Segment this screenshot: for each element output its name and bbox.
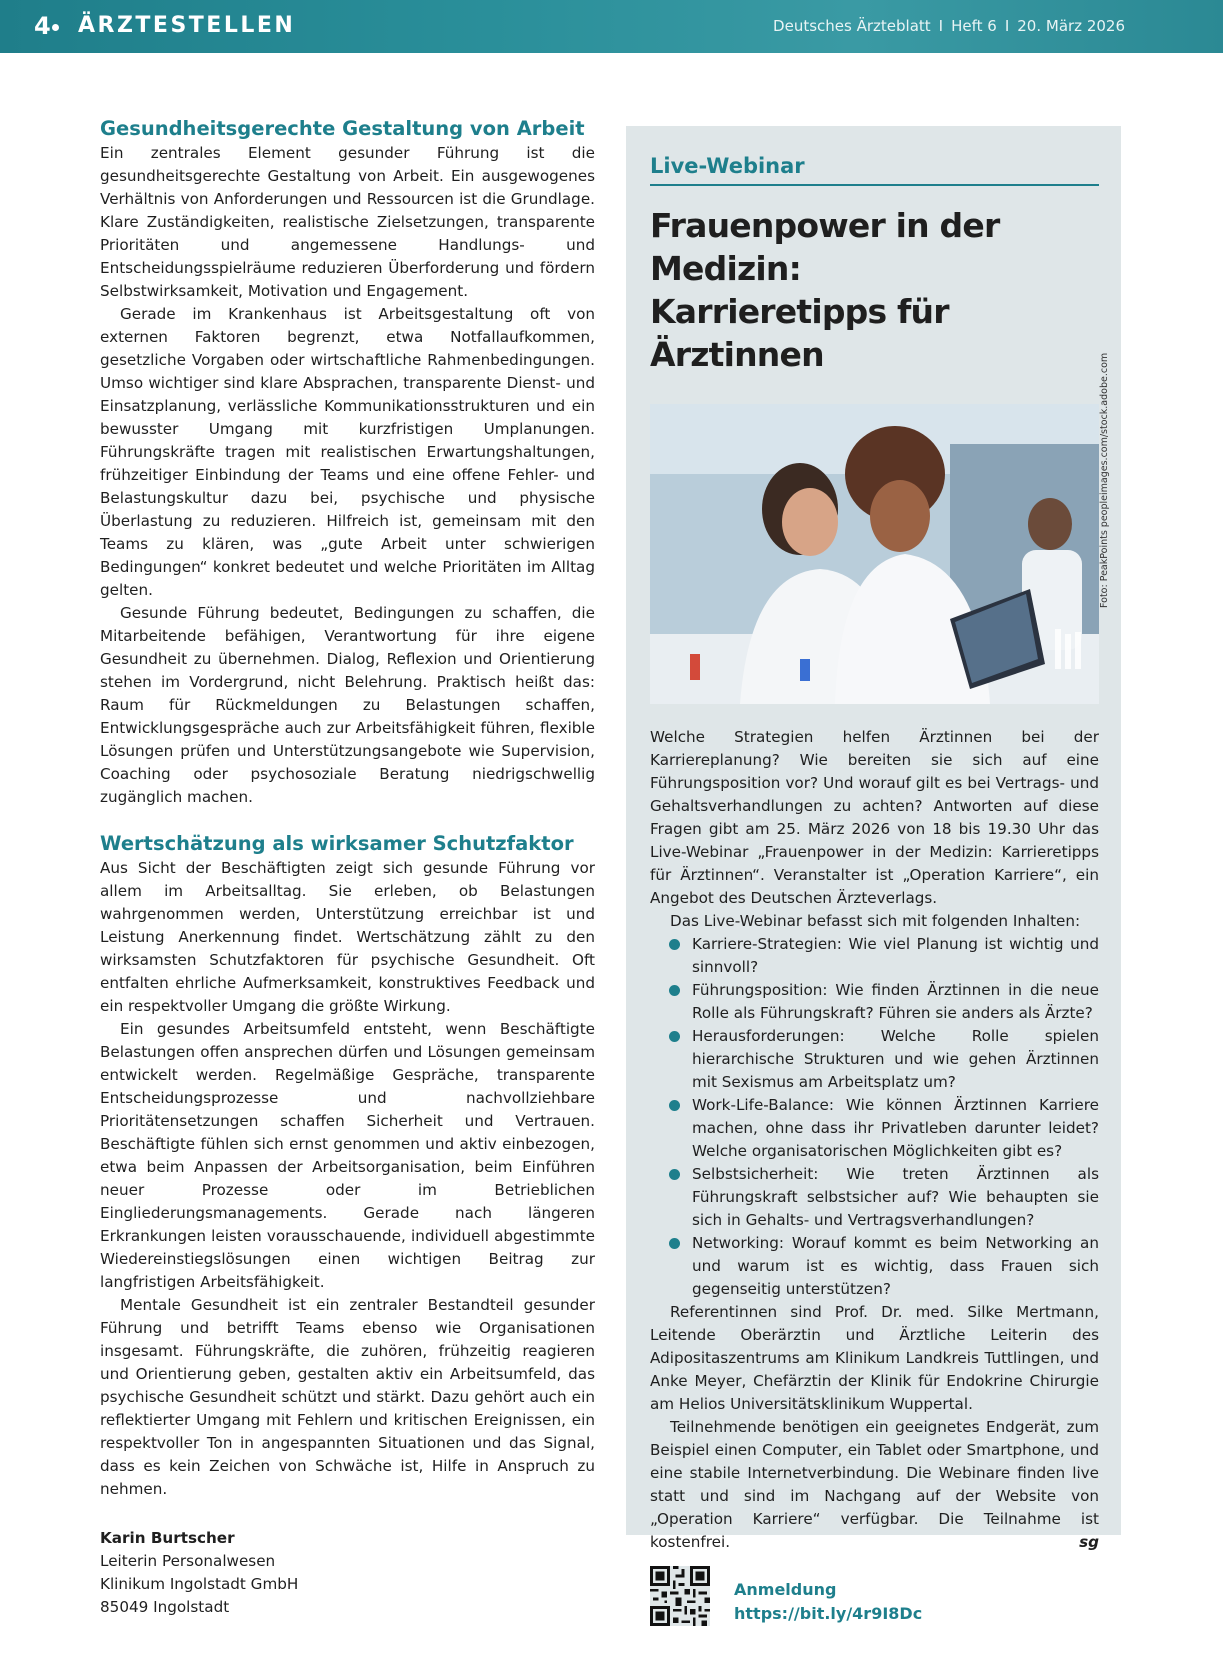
bullet-dot-icon — [52, 24, 59, 31]
bullet-icon — [669, 985, 680, 996]
list-item — [650, 1163, 1099, 1232]
list-item — [650, 1232, 1099, 1301]
paragraph: Ein gesundes Arbeitsumfeld entsteht, wenn Beschäftigte Belastungen offen ansprechen dürfen und Lösungen gemeinsam entwickelt werden. Regelmäßige Gespräche, transparente Entscheidungsprozesse und nachvollziehbare Prioritätensetzungen schaffen Sicherheit und Vertrauen. Beschäftigte fühlen sich ernst genommen und aktiv einbezogen, etwa beim Anpassen der Arbeitsorganisation, beim Einführen neuer Prozesse oder im Betrieblichen Eingliederungsmanagements. Gerade nach längeren Erkrankungen leisten vorausschauende, individuell abgestimmte Wiedereinstiegslösungen einen wichtigen Beitrag zur langfristigen Arbeitsfähigkeit. — [100, 1020, 595, 1291]
publication-name: Deutsches Ärzteblatt — [773, 17, 931, 35]
paragraph — [650, 1416, 1099, 1554]
webinar-box — [626, 126, 1121, 1623]
registration-label: Anmeldung — [734, 1580, 837, 1599]
list-item — [650, 1025, 1099, 1094]
author-organization: Klinikum Ingolstadt GmbH — [100, 1575, 299, 1593]
bullet-icon — [669, 1169, 680, 1180]
box-title-line: Karrieretipps für Ärztinnen — [650, 292, 949, 374]
paragraph: Gesunde Führung bedeutet, Bedingungen zu schaffen, die Mitarbeitende befähigen, Verantwortung für ihre eigene Gesundheit zu übernehmen. Dialog, Reflexion und Orientierung stehen im Vordergrund, nicht Belehrung. Praktisch heißt das: Raum für Rückmeldungen zu Belastungen schaffen, Entwicklungsgespräche auch zur Arbeitsfähigkeit führen, flexible Lösungen prüfen und Unterstützungsangebote wie Supervision, Coaching oder psychosoziale Beratung niedrigschwellig zugänglich machen. — [100, 604, 595, 806]
bullet-icon — [669, 1031, 680, 1042]
separator: I — [938, 17, 944, 35]
paragraph: Das Live-Webinar befasst sich mit folgenden Inhalten: — [670, 912, 1081, 930]
paragraph: Mentale Gesundheit ist ein zentraler Bestandteil gesunder Führung und betrifft Teams ebenso wie Organisationen insgesamt. Führungskräfte, die zuhören, frühzeitig reagieren und Orientierung geben, gestalten aktiv ein Arbeitsumfeld, das psychische Gesundheit schützt und stärkt. Dazu gehört auch ein reflektierter Umgang mit Fehlern und kritischen Ereignissen, ein respektvoller Ton in angespannten Situationen und das Signal, dass es kein Zeichen von Schwäche ist, Hilfe in Anspruch zu nehmen. — [100, 1296, 595, 1498]
bullet-icon — [669, 1238, 680, 1249]
paragraph-text: Teilnehmende benötigen ein geeignetes Endgerät, zum Beispiel einen Computer, ein Tablet oder Smartphone, und eine stabile Internetverbindung. Die Webinare finden live statt und sind im Nachgang auf der Website von „Operation Karriere“ verfügbar. Die Teilnahme ist kostenfrei. — [650, 1418, 1099, 1551]
list-item-text: Karriere-Strategien: Wie viel Planung ist wichtig und sinnvoll? — [692, 935, 1099, 976]
bullet-icon — [669, 1100, 680, 1111]
author-name: Karin Burtscher — [100, 1529, 235, 1547]
issue-number: Heft 6 — [951, 17, 997, 35]
bullet-icon — [669, 939, 680, 950]
registration-block — [650, 1566, 1099, 1628]
section-title: ÄRZTESTELLEN — [78, 13, 296, 38]
list-item-text: Work-Life-Balance: Wie können Ärztinnen Karriere machen, ohne dass ihr Privatleben darunter leidet? Welche organisatorischen Möglichkeiten gibt es? — [692, 1096, 1099, 1160]
registration-link[interactable]: https://bit.ly/4r9I8Dc — [734, 1604, 923, 1623]
issue-info — [773, 17, 1125, 35]
box-kicker: Live-Webinar — [650, 152, 1099, 186]
paragraph: Aus Sicht der Beschäftigten zeigt sich gesunde Führung vor allem im Arbeitsalltag. Sie erleben, ob Belastungen wahrgenommen werden, Unterstützung erreichbar ist und Leistung Anerkennung findet. Wertschätzung zählt zu den wirksamsten Schutzfaktoren für psychische Gesundheit. Oft entfalten ehrliche Aufmerksamkeit, konstruktives Feedback und ein respektvoller Umgang die größte Wirkung. — [100, 859, 595, 1015]
paragraph: Referentinnen sind Prof. Dr. med. Silke Mertmann, Leitende Oberärztin und Ärztliche Leiterin des Adipositaszentrums am Klinikum Landkreis Tuttlingen, und Anke Meyer, Chefärztin der Klinik für Endokrine Chirurgie am Helios Universitätsklinikum Wuppertal. — [650, 1303, 1099, 1413]
list-item-text: Selbstsicherheit: Wie treten Ärztinnen als Führungskraft selbstsicher auf? Wie behaupten sie sich in Gehalts- und Vertragsverhandlungen? — [692, 1165, 1099, 1229]
photo-credit — [1099, 352, 1111, 608]
topic-list — [650, 933, 1099, 1301]
article-column — [100, 116, 595, 1619]
lab-photo — [650, 404, 1099, 704]
section-heading: Gesundheitsgerechte Gestaltung von Arbeit — [100, 117, 585, 140]
separator: I — [1004, 17, 1010, 35]
box-title — [650, 204, 1099, 376]
box-title-line: Frauenpower in der Medizin: — [650, 206, 1000, 288]
photo-illustration — [650, 404, 1099, 704]
list-item-text: Herausforderungen: Welche Rolle spielen hierarchische Strukturen und wie gehen Ärztinnen mit Sexismus am Arbeitsplatz um? — [692, 1027, 1099, 1091]
paragraph: Welche Strategien helfen Ärztinnen bei der Karriereplanung? Wie bereiten sie sich auf eine Führungsposition vor? Und worauf gilt es bei Vertrags- und Gehaltsverhandlungen zu achten? Antworten auf diese Fragen gibt am 25. März 2026 von 18 bis 19.30 Uhr das Live-Webinar „Frauenpower in der Medizin: Karrieretipps für Ärztinnen“. Veranstalter ist „Operation Karriere“, ein Angebot des Deutschen Ärzteverlags. — [650, 728, 1099, 907]
author-block — [100, 1527, 595, 1619]
qr-code-icon[interactable] — [650, 1566, 710, 1626]
photo-credit-text: Foto: PeakPoints peopleimages.com/stock.adobe.com — [1099, 352, 1110, 608]
paragraph: Ein zentrales Element gesunder Führung ist die gesundheitsgerechte Gestaltung von Arbeit. Ein ausgewogenes Verhältnis von Anforderungen und Ressourcen ist die Grundlage. Klare Zuständigkeiten, realistische Zielsetzungen, transparente Prioritäten und angemessene Handlungs- und Entscheidungsspielräume reduzieren Überforderung und fördern Selbstwirksamkeit, Motivation und Engagement. — [100, 144, 595, 300]
author-city: 85049 Ingolstadt — [100, 1598, 230, 1616]
list-item — [650, 979, 1099, 1025]
page-number: 4 — [34, 12, 51, 40]
list-item-text: Führungsposition: Wie finden Ärztinnen in die neue Rolle als Führungskraft? Führen sie anders als Ärzte? — [692, 981, 1099, 1022]
list-item — [650, 933, 1099, 979]
author-role: Leiterin Personalwesen — [100, 1552, 276, 1570]
list-item — [650, 1094, 1099, 1163]
section-heading: Wertschätzung als wirksamer Schutzfaktor — [100, 832, 574, 855]
paragraph: Gerade im Krankenhaus ist Arbeitsgestaltung oft von externen Faktoren begrenzt, etwa Notfallaufkommen, gesetzliche Vorgaben oder wirtschaftliche Rahmenbedingungen. Umso wichtiger sind klare Absprachen, transparente Dienst- und Einsatzplanung, verlässliche Kommunikationsstrukturen und ein bewusster Umgang mit kurzfristigen Umplanungen. Führungskräfte tragen mit realistischen Erwartungshaltungen, frühzeitiger Einbindung der Teams und eine offene Fehler- und Belastungskultur dazu bei, psychische und physische Überlastung zu reduzieren. Hilfreich ist, gemeinsam mit den Teams zu klären, was „gute Arbeit unter schwierigen Bedingungen“ konkret bedeutet und welche Prioritäten im Alltag gelten. — [100, 305, 595, 599]
page-header — [0, 0, 1223, 53]
author-signature: sg — [1079, 1533, 1099, 1551]
issue-date: 20. März 2026 — [1017, 17, 1125, 35]
list-item-text: Networking: Worauf kommt es beim Networking an und warum ist es wichtig, dass Frauen sich gegenseitig unterstützen? — [692, 1234, 1099, 1298]
